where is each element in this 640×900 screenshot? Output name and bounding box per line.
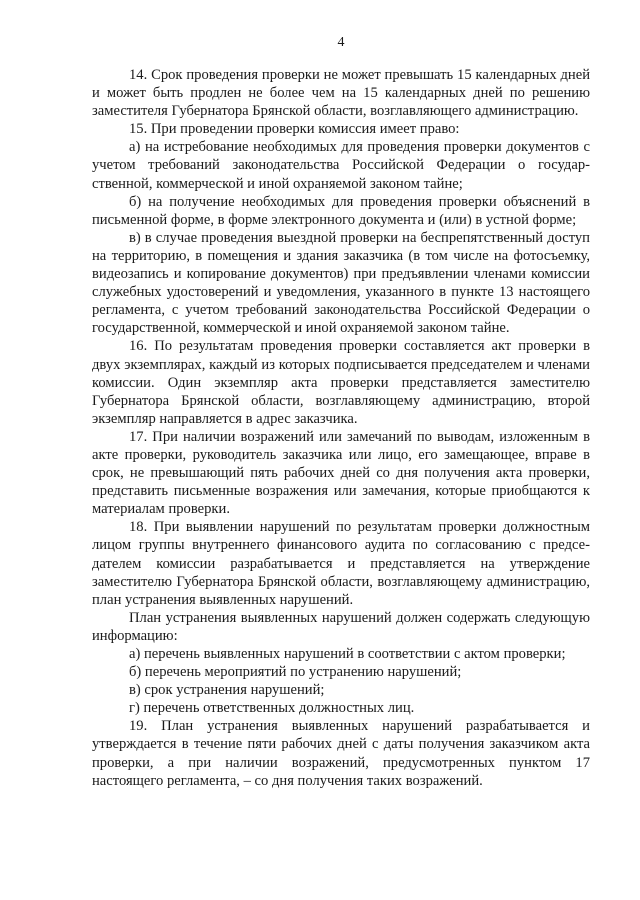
list-item-15a: а) на истребование необходимых для проведения проверки документов с учетом требований законодательства Российской Федерации о государственной, коммерческой и иной охраняемой законом тайне; bbox=[92, 139, 590, 192]
paragraph-15: 15. При проведении проверки комиссия имеет право: bbox=[129, 121, 460, 138]
plan-intro-paragraph: План устранения выявленных нарушений должен содержать следующую информацию: bbox=[92, 609, 590, 644]
list-item-15c: в) в случае проведения выездной проверки на беспрепятственный доступ на территорию, в помещения и здания заказчика (в том числе на фотосъемку, видеозапись и копирование документов) при предъявлении членами комиссии служебных удостоверений и уведомления, указанного в пункте 13 настоящего регламента, с учетом требований законодательства Российской Федерации о государственной, коммерческой и иной охраняемой законом тайне. bbox=[92, 229, 590, 337]
list-item-plan-b: б) перечень мероприятий по устранению нарушений; bbox=[129, 664, 462, 681]
paragraph-18: 18. При выявлении нарушений по результатам проверки должностным лицом группы внутреннего финансового аудита по согласованию с председателем комиссии разрабатывается и представляется на утверждение заместителю Губернатора Брянской области, возглавляющему администрацию, план устранения выявленных нарушений. bbox=[92, 519, 590, 608]
list-item-plan-a: а) перечень выявленных нарушений в соответствии с актом проверки; bbox=[129, 646, 566, 662]
paragraph-16: 16. По результатам проведения проверки составляется акт проверки в двух экземплярах, каждый из которых подписывается председателем и членами комиссии. Один экземпляр акта проверки представляется заместителю Губернатора Брянской области, возглавляющему администрацию, второй экземпляр направляется в адрес заказчика. bbox=[92, 338, 590, 427]
paragraph-19: 19. План устранения выявленных нарушений разрабатывается и утверждается в течение пяти рабочих дней с даты получения заказчиком акта проверки, а при наличии возражений, предусмотренных пунктом 17 настоящего регламента, – со дня получения таких возражений. bbox=[92, 718, 590, 789]
document-body bbox=[92, 66, 590, 790]
list-item-plan-d: г) перечень ответственных должностных лиц. bbox=[129, 700, 415, 717]
list-item-plan-c: в) срок устранения нарушений; bbox=[129, 682, 325, 699]
page-number: 4 bbox=[337, 35, 345, 50]
paragraph-17: 17. При наличии возражений или замечаний по выводам, изложенным в акте проверки, руководитель заказчика или лицо, его замещающее, вправе в срок, не превышающий пять рабочих дней со дня получения акта проверки, представить письменные возражения или замечания, которые приобщаются к материалам проверки. bbox=[92, 428, 590, 518]
list-item-15b: б) на получение необходимых для проведения проверки объяснений в письменной форме, в форме электронного документа и (или) в устной форме; bbox=[92, 193, 590, 228]
paragraph-14: 14. Срок проведения проверки не может превышать 15 календарных дней и может быть продлен не более чем на 15 календарных дней по решению заместителя Губернатора Брянской области, возглавляющего администрацию. bbox=[92, 67, 590, 120]
